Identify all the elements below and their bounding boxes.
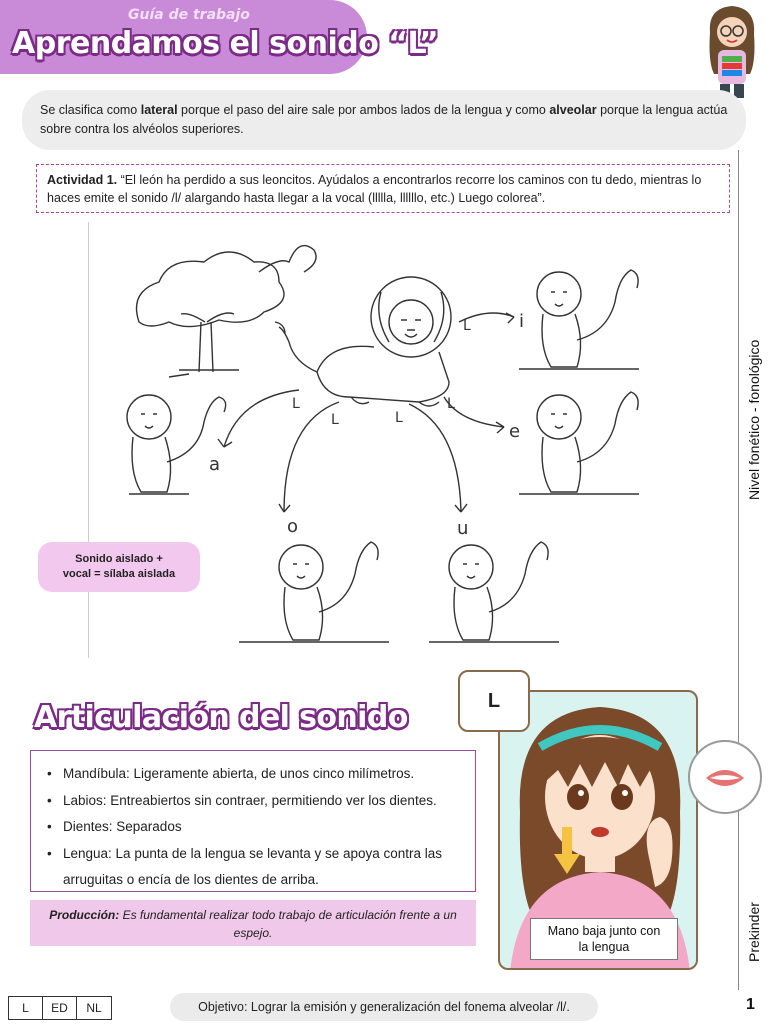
articulation-item-teeth: • Dientes: Separados (45, 814, 461, 841)
code-ed: ED (43, 997, 77, 1019)
path-label-2: L (331, 412, 339, 428)
intro-text-3: porque la lengua actúa sobre contra los alvéolos superiores. (40, 103, 728, 136)
path-label-4: L (447, 396, 455, 412)
articulation-item-tongue: • Lengua: La punta de la lengua se levanta y se apoya contra las arruguitas o encía de los dientes de arriba. (45, 841, 461, 893)
girl-caption (530, 918, 678, 960)
intro-text-1: Se clasifica como (40, 103, 141, 117)
sound-note-line-2: vocal = sílaba aislada (62, 568, 176, 580)
page-number: 1 (746, 996, 755, 1013)
caption-line-2: la lengua (578, 940, 630, 954)
lion-cub-u (429, 542, 559, 642)
code-nl: NL (86, 1001, 102, 1015)
vowel-o: o (287, 516, 299, 537)
mouth-icon (690, 742, 760, 812)
vowel-e: e (509, 421, 521, 442)
footer-code-table (8, 996, 112, 1020)
tree-illustration (137, 246, 317, 377)
maze-paths (218, 313, 514, 512)
objective-pill: Objetivo: Lograr la emisión y generalización del fonema alveolar /l/. (170, 993, 598, 1021)
sound-note-line-1: Sonido aislado + (75, 553, 163, 565)
intro-term-alveolar: alveolar (549, 103, 597, 117)
articulation-item-lips: • Labios: Entreabiertos sin contraer, permitiendo ver los dientes. (45, 788, 461, 815)
sidebar-divider (738, 150, 739, 990)
mouth-bubble (688, 740, 762, 814)
intro-text-2: porque el paso del aire sale por ambos lados de la lengua y como (177, 103, 550, 117)
guide-subtitle: Guía de trabajo (128, 7, 250, 23)
intro-description (22, 90, 746, 150)
activity-text: “El león ha perdido a sus leoncitos. Ayúdalos a encontrarlos recorre los caminos con tu dedo, mientras lo haces emite el sonido /l/ alargando hasta llegar a la vocal (llllla, llllllo, etc.) Luego colorea”. (47, 173, 702, 205)
lion-cub-o (239, 542, 389, 642)
lion-cub-i (519, 270, 639, 369)
articulation-title: Articulación del sonido (34, 700, 408, 735)
lion-cub-a (127, 395, 226, 494)
vowel-i: i (519, 311, 525, 332)
sidebar-grade-label: Prekinder (746, 902, 762, 962)
production-note (30, 900, 476, 946)
code-l: L (9, 997, 43, 1019)
page-title: Aprendamos el sonido “L” (12, 26, 439, 61)
activity-box (36, 164, 730, 213)
production-text: Es fundamental realizar todo trabajo de articulación frente a un espejo. (119, 908, 457, 940)
vowel-a: a (209, 454, 221, 475)
activity-label: Actividad 1. (47, 173, 118, 187)
path-label-5: L (463, 318, 471, 334)
sidebar-level-label: Nivel fonético - fonológico (746, 339, 762, 500)
articulation-item-jaw: • Mandíbula: Ligeramente abierta, de unos cinco milímetros. (45, 761, 461, 788)
big-lion-illustration (275, 277, 451, 406)
sound-note (38, 542, 200, 592)
intro-term-lateral: lateral (140, 103, 178, 117)
maze-drawing (88, 222, 684, 658)
production-label: Producción: (49, 908, 120, 922)
letter-card: L (458, 670, 530, 732)
vowel-u: u (457, 518, 469, 539)
articulation-list-box (30, 750, 476, 892)
teacher-illustration (702, 2, 762, 100)
caption-line-1: Mano baja junto con (547, 924, 661, 938)
path-label-1: L (292, 396, 300, 412)
path-label-3: L (395, 410, 403, 426)
lion-cub-e (519, 392, 639, 494)
